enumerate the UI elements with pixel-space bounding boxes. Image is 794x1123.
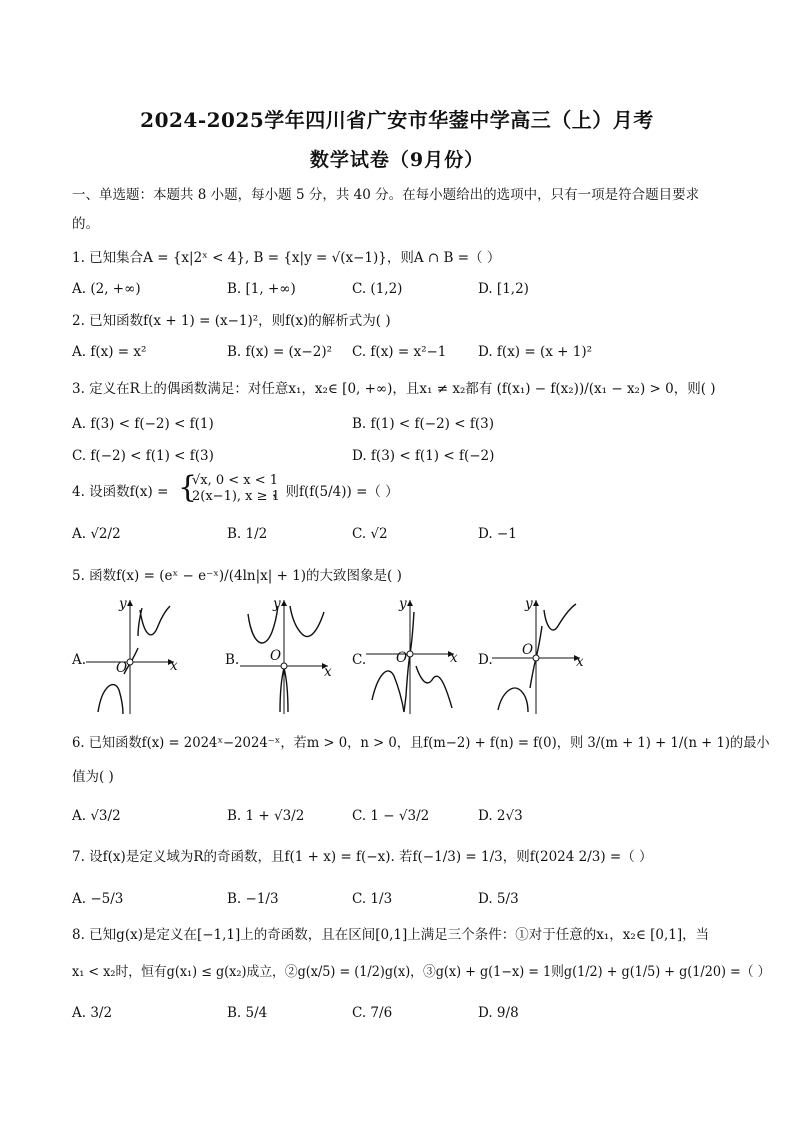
q5-graph-a-y-label: y bbox=[119, 596, 127, 612]
q6-option-d: D. 2√3 bbox=[478, 808, 523, 824]
q5-option-c: C. bbox=[352, 652, 367, 668]
q1-option-c: C. (1,2) bbox=[352, 281, 403, 297]
q5-graph-a-origin: O bbox=[116, 660, 128, 676]
q3-option-d: D. f(3) < f(1) < f(−2) bbox=[352, 448, 495, 464]
q1-option-d: D. [1,2) bbox=[478, 281, 529, 297]
q2-option-c: C. f(x) = x²−1 bbox=[352, 344, 447, 360]
section-heading-cont: 的。 bbox=[72, 216, 99, 232]
q1-option-b: B. [1, +∞) bbox=[227, 281, 296, 297]
q5-stem: 5. 函数f(x) = (eˣ − e⁻ˣ)/(4ln|x| + 1)的大致图象是( ) bbox=[72, 568, 402, 584]
q4-case-2: 2(x−1), x ≥ 1 bbox=[192, 489, 280, 504]
q4-option-d: D. −1 bbox=[478, 526, 517, 542]
q6-stem: 6. 已知函数f(x) = 2024ˣ−2024⁻ˣ，若m > 0，n > 0，且f(m−2) + f(n) = f(0)，则 3/(m + 1) + 1/(n + 1)的最小 bbox=[72, 735, 770, 751]
q5-graph-d-x-label: x bbox=[576, 654, 584, 670]
q4-option-a: A. √2/2 bbox=[72, 526, 121, 542]
q5-graph-a bbox=[86, 596, 186, 714]
q8-option-d: D. 9/8 bbox=[478, 1005, 519, 1021]
q6-stem-cont: 值为( ) bbox=[72, 769, 114, 785]
q5-option-a: A. bbox=[72, 652, 87, 668]
q4-stem-pre: 4. 设函数f(x) = bbox=[72, 484, 169, 500]
q6-option-a: A. √3/2 bbox=[72, 808, 121, 824]
q8-option-c: C. 7/6 bbox=[352, 1005, 393, 1021]
q3-stem: 3. 定义在R上的偶函数满足：对任意x₁，x₂∈ [0, +∞)，且x₁ ≠ x₂都有 (f(x₁) − f(x₂))/(x₁ − x₂) > 0，则( ) bbox=[72, 381, 716, 397]
exam-title: 2024-2025学年四川省广安市华蓥中学高三（上）月考 bbox=[140, 108, 654, 132]
q8-stem: 8. 已知g(x)是定义在[−1,1]上的奇函数，且在区间[0,1]上满足三个条件：①对于任意的x₁，x₂∈ [0,1]，当 bbox=[72, 927, 710, 943]
q5-graph-c bbox=[366, 596, 466, 714]
q4-option-c: C. √2 bbox=[352, 526, 388, 542]
section-heading: 一、单选题：本题共 8 小题，每小题 5 分，共 40 分。在每小题给出的选项中，只有一项是符合题目要求 bbox=[72, 187, 700, 203]
q7-option-d: D. 5/3 bbox=[478, 891, 519, 907]
q5-graph-c-origin: O bbox=[396, 650, 408, 666]
q6-option-b: B. 1 + √3/2 bbox=[227, 808, 305, 824]
q6-option-c: C. 1 − √3/2 bbox=[352, 808, 430, 824]
q3-option-c: C. f(−2) < f(1) < f(3) bbox=[72, 448, 214, 464]
q5-option-d: D. bbox=[478, 652, 493, 668]
q7-option-a: A. −5/3 bbox=[72, 891, 124, 907]
q2-option-a: A. f(x) = x² bbox=[72, 344, 147, 360]
q1-option-a: A. (2, +∞) bbox=[72, 281, 141, 297]
q5-option-b: B. bbox=[225, 652, 240, 668]
q5-graph-b-x-label: x bbox=[324, 664, 332, 680]
q2-stem: 2. 已知函数f(x + 1) = (x−1)²，则f(x)的解析式为( ) bbox=[72, 313, 391, 329]
q4-stem-post: ，则f(f(5/4)) =（ ） bbox=[272, 484, 399, 500]
q5-graph-b bbox=[240, 596, 340, 714]
q1-stem: 1. 已知集合A = {x|2ˣ < 4}, B = {x|y = √(x−1)}，则A ∩ B =（ ） bbox=[72, 250, 501, 266]
q5-graph-d bbox=[492, 596, 592, 714]
q5-graph-d-y-label: y bbox=[525, 596, 533, 612]
q4-option-b: B. 1/2 bbox=[227, 526, 268, 542]
q7-option-b: B. −1/3 bbox=[227, 891, 279, 907]
exam-subtitle: 数学试卷（9月份） bbox=[309, 149, 485, 171]
q5-graph-c-x-label: x bbox=[450, 650, 458, 666]
q2-option-b: B. f(x) = (x−2)² bbox=[227, 344, 333, 360]
q5-graph-d-origin: O bbox=[522, 642, 534, 658]
q5-graph-b-y-label: y bbox=[273, 596, 281, 612]
q2-option-d: D. f(x) = (x + 1)² bbox=[478, 344, 593, 360]
q3-option-b: B. f(1) < f(−2) < f(3) bbox=[352, 416, 494, 432]
q5-graph-c-y-label: y bbox=[399, 596, 407, 612]
q7-stem: 7. 设f(x)是定义域为R的奇函数，且f(1 + x) = f(−x). 若f(−1/3) = 1/3，则f(2024 2/3) =（ ） bbox=[72, 849, 653, 865]
q3-option-a: A. f(3) < f(−2) < f(1) bbox=[72, 416, 214, 432]
q8-option-b: B. 5/4 bbox=[227, 1005, 268, 1021]
q4-case-1: √x, 0 < x < 1 bbox=[192, 473, 279, 488]
q8-option-a: A. 3/2 bbox=[72, 1005, 113, 1021]
q5-graph-a-x-label: x bbox=[170, 658, 178, 674]
q4-brace: { bbox=[178, 470, 198, 505]
q8-stem-cont: x₁ < x₂时，恒有g(x₁) ≤ g(x₂)成立，②g(x/5) = (1/2)g(x)，③g(x) + g(1−x) = 1则g(1/2) + g(1/5) + g(1/20) =（ ） bbox=[72, 964, 771, 980]
q5-graph-b-origin: O bbox=[270, 648, 282, 664]
q7-option-c: C. 1/3 bbox=[352, 891, 393, 907]
